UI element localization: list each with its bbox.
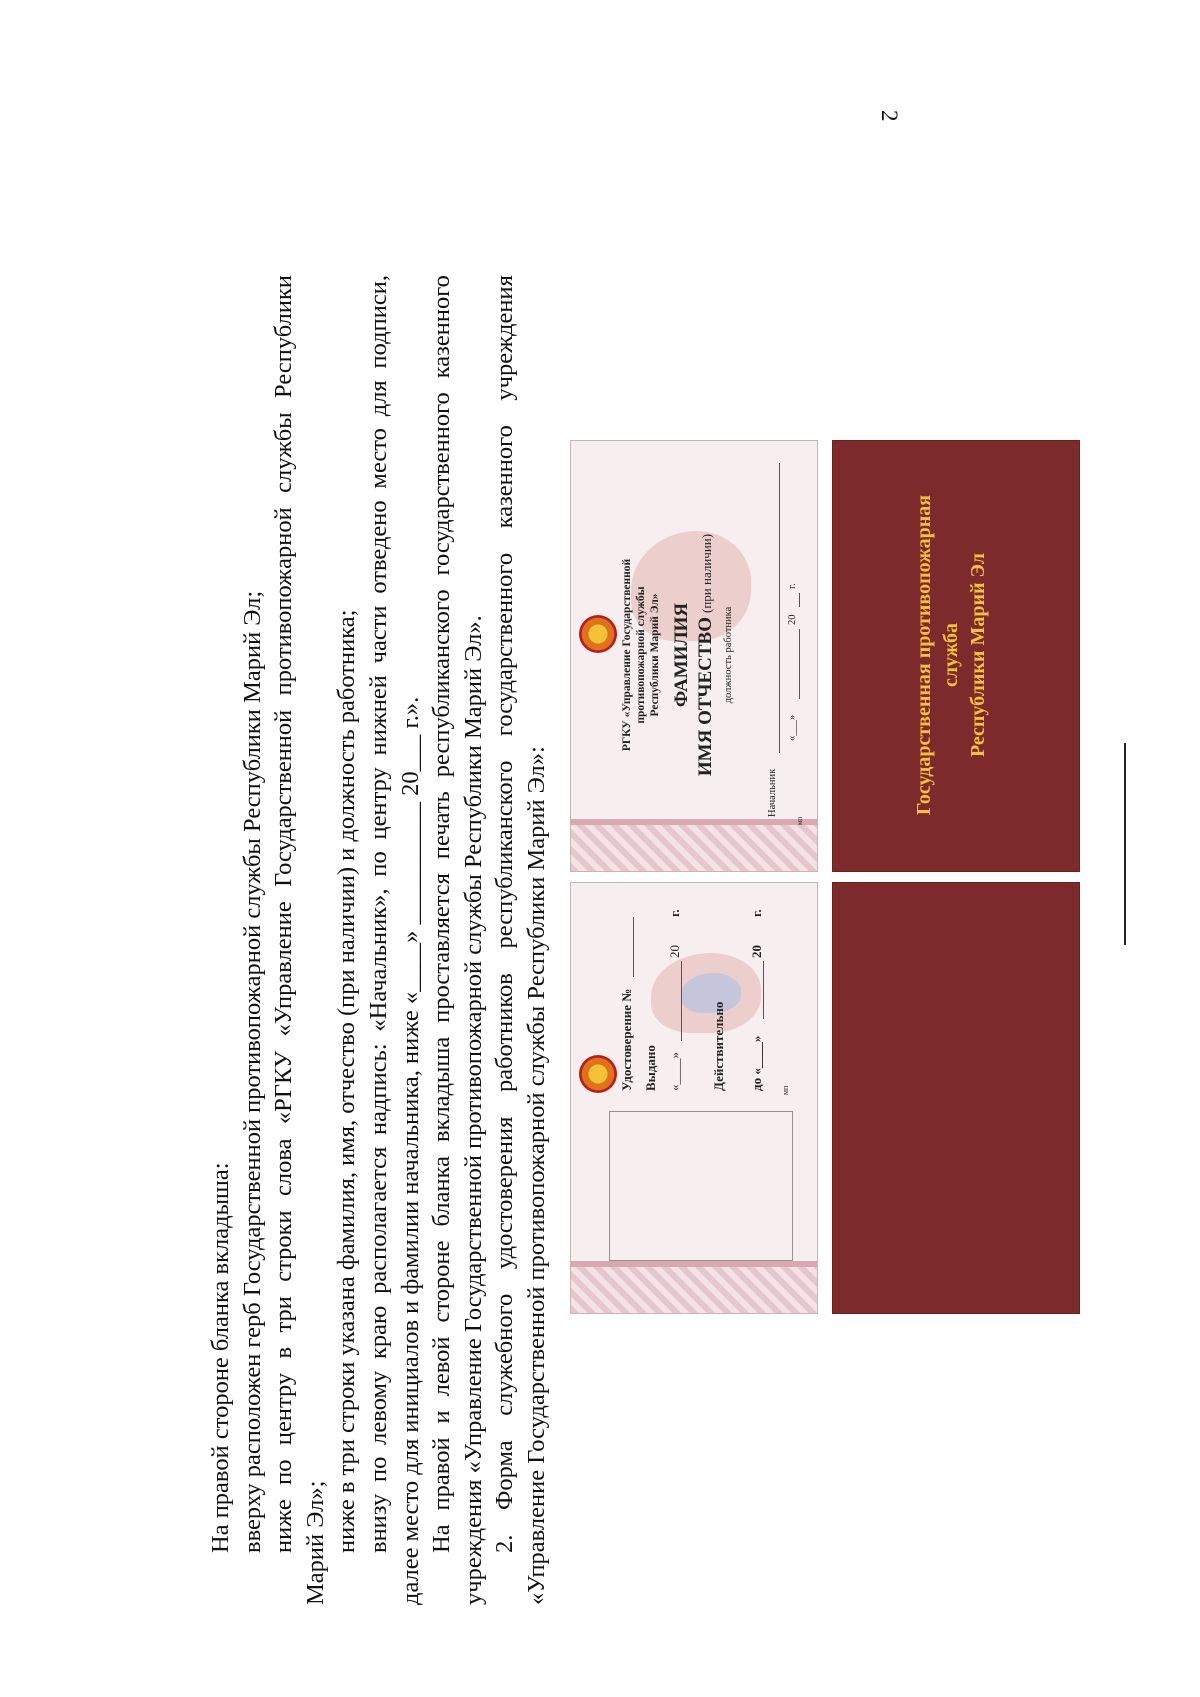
word: левой	[428, 1336, 456, 1397]
word: учреждения	[491, 275, 519, 401]
back-cover	[832, 882, 1080, 1314]
paragraph: учреждения «Управление Государственной противопожарной службы Республики Марий Эл».	[459, 615, 487, 1605]
word: Республики	[270, 275, 298, 398]
chief-label: Начальник	[767, 768, 778, 817]
right-inner-page	[570, 440, 818, 872]
word: располагается	[364, 1146, 392, 1294]
paragraph: ниже в три строки указана фамилия, имя, отчество (при наличии) и должность работника;	[333, 609, 361, 1553]
word: слова	[270, 1138, 298, 1196]
org-line: противопожарной службы	[635, 586, 647, 724]
employee-name	[695, 440, 717, 871]
word: республиканского	[428, 589, 456, 778]
valid-until: до «____»	[749, 1035, 764, 1091]
word: служебного	[491, 1293, 519, 1416]
id-card-figure	[570, 204, 1090, 1314]
chief-date-open: «___»	[787, 714, 798, 741]
word: государственного	[428, 392, 456, 576]
cover-title-line: Государственная противопожарная	[913, 494, 935, 816]
paragraph	[426, 275, 458, 1605]
ornament-border	[571, 1267, 818, 1313]
text-block	[205, 205, 550, 1605]
word: казенного	[491, 425, 519, 529]
word: по	[270, 1459, 298, 1485]
word: государственного	[491, 552, 519, 737]
word: работников	[491, 973, 519, 1093]
word: по	[364, 1456, 392, 1482]
word: левому	[364, 1370, 392, 1445]
page-number: 2	[877, 110, 902, 122]
paragraph: Марий Эл»;	[301, 1480, 329, 1605]
issued-g: г.	[667, 909, 682, 917]
emblem-icon	[579, 1055, 617, 1093]
word: ниже	[270, 1499, 298, 1553]
word: «РГКУ	[270, 1050, 298, 1125]
word: республиканского	[491, 760, 519, 949]
word: для	[364, 380, 392, 417]
word: правой	[428, 1437, 456, 1511]
cover-title-line: Республики Марий Эл	[967, 552, 989, 758]
word: вкладыша	[428, 1036, 456, 1143]
word: надпись:	[364, 1043, 392, 1135]
paragraph	[268, 275, 300, 1605]
issued-label: Выдано	[643, 1045, 658, 1091]
chief-year: 20	[787, 614, 798, 625]
word: отведено	[364, 500, 392, 594]
paragraph: «Управление Государственной противопожарной службы Республики Марий Эл»:	[522, 746, 550, 1605]
employee-if-any: (при наличии)	[699, 533, 714, 613]
word: «Управление	[270, 901, 298, 1037]
issued-year: 20	[667, 945, 682, 958]
word: части	[364, 605, 392, 664]
word: стороне	[428, 1240, 456, 1323]
employee-name-patronymic: ИМЯ ОТЧЕСТВО	[695, 616, 716, 777]
paragraph	[363, 275, 395, 1605]
word: Форма	[491, 1440, 519, 1511]
valid-g: г.	[749, 909, 764, 917]
stamp-place: мп	[781, 1085, 790, 1095]
word: три	[270, 1296, 298, 1333]
stamp-place: мп	[796, 816, 804, 825]
word: На	[428, 1524, 456, 1553]
photo-placeholder	[609, 1111, 793, 1261]
chief-g: г.	[787, 583, 798, 589]
word: службы	[270, 412, 298, 493]
word: центру	[270, 1372, 298, 1446]
word: противопожарной	[270, 507, 298, 696]
paragraph: На правой стороне бланка вкладыша:	[207, 1162, 234, 1553]
word: 2.	[491, 1534, 519, 1553]
separator-rule	[1124, 743, 1126, 945]
front-cover	[832, 440, 1080, 872]
paragraph: вверху расположен герб Государственной противопожарной службы Республики Марий Эл;	[238, 590, 266, 1553]
word: бланка	[428, 1156, 456, 1227]
valid-year: 20	[749, 945, 764, 958]
word: проставляется	[428, 873, 456, 1023]
word: в	[270, 1346, 298, 1359]
word: подписи,	[364, 275, 392, 369]
emblem-icon	[579, 615, 617, 653]
word: место	[364, 428, 392, 489]
paragraph	[489, 275, 521, 1605]
employee-surname: ФАМИЛИЯ	[671, 602, 692, 708]
certificate-title: Удостоверение №	[619, 988, 634, 1091]
cover-title-line: служба	[940, 622, 962, 688]
word: и	[428, 1410, 456, 1424]
word: внизу	[364, 1493, 392, 1553]
org-line: РГКУ «Управление Государственной	[621, 558, 633, 752]
word: удостоверения	[491, 1116, 519, 1270]
word: краю	[364, 1305, 392, 1359]
word: строки	[270, 1210, 298, 1282]
word: печать	[428, 791, 456, 860]
word: нижней	[364, 675, 392, 756]
word: казенного	[428, 275, 456, 379]
org-line: Республики Марий Эл»	[649, 593, 661, 717]
word: по	[364, 851, 392, 877]
left-inner-page	[570, 882, 818, 1314]
issued-date-open: «____»	[667, 1052, 682, 1091]
word: центру	[364, 767, 392, 840]
valid-label: Действительно	[711, 1001, 726, 1091]
cover-title	[911, 439, 992, 871]
word: «Начальник»,	[364, 888, 392, 1032]
word: Государственной	[270, 709, 298, 887]
employee-position: должность работника	[723, 606, 734, 704]
paragraph: далее место для инициалов и фамилии начальника, ниже «____» __________ 20___ г.».	[396, 696, 424, 1605]
